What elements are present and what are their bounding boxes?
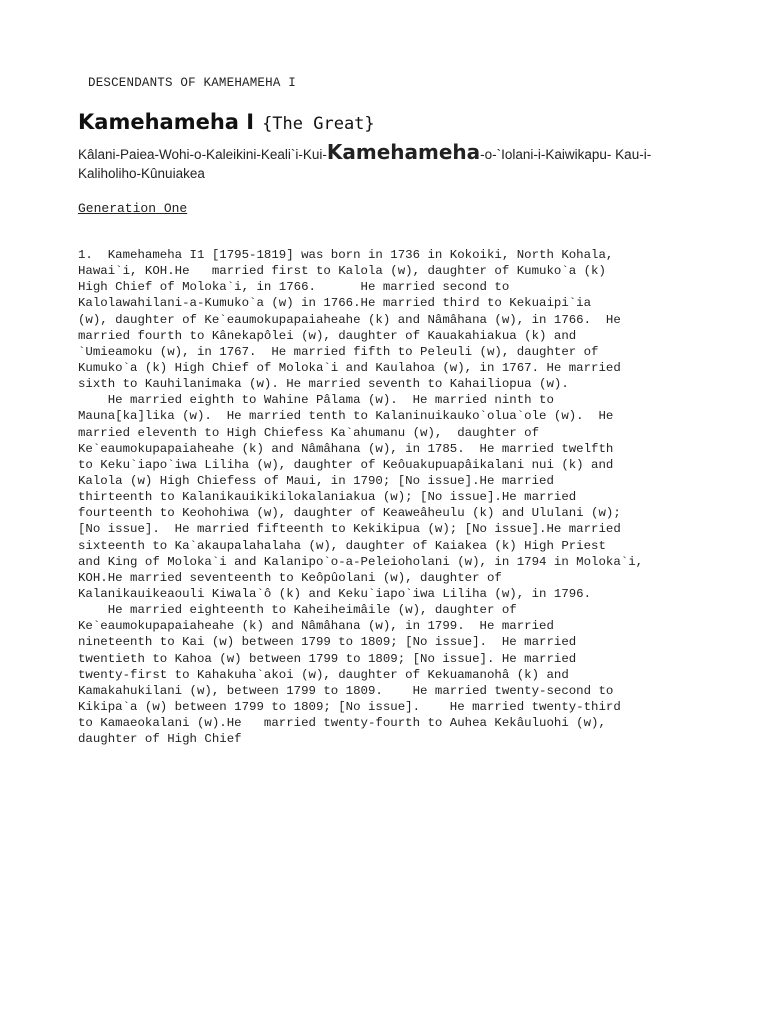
entry-line: daughter of High Chief bbox=[78, 732, 242, 747]
entry-line: and King of Moloka`i and Kalanipo`o-a-Peleioholani (w), in 1794 in Moloka`i, bbox=[78, 554, 644, 569]
entry-line: to Keku`iapo`iwa Liliha (w), daughter of Keôuakupuapâikalani nui (k) and bbox=[78, 457, 614, 472]
entry-text bbox=[78, 247, 690, 747]
entry-line: [No issue]. He married fifteenth to Kekikipua (w); [No issue].He married bbox=[78, 522, 621, 537]
entry-line: sixth to Kauhilanimaka (w). He married seventh to Kahailiopua (w). bbox=[78, 377, 569, 392]
title-epithet: {The Great} bbox=[262, 114, 375, 134]
entry-line: High Chief of Moloka`i, in 1766. He married second to bbox=[78, 280, 510, 295]
entry-line: Mauna[ka]lika (w). He married tenth to Kalaninuikauko`olua`ole (w). He bbox=[78, 409, 614, 424]
entry-line: married fourth to Kânekapôlei (w), daughter of Kauakahiakua (k) and bbox=[78, 328, 577, 343]
full-name bbox=[78, 140, 698, 183]
page-title bbox=[78, 110, 375, 134]
entry-line: Ke`eaumokupapaiaheahe (k) and Nâmâhana (w), in 1799. He married bbox=[78, 619, 554, 634]
entry-line: 1. Kamehameha I1 [1795-1819] was born in 1736 in Kokoiki, North Kohala, bbox=[78, 248, 614, 262]
full-name-prefix: Kâlani-Paiea-Wohi-o-Kaleikini-Keali`i-Kui- bbox=[78, 147, 327, 162]
entry-line: He married eighth to Wahine Pâlama (w). He married ninth to bbox=[78, 393, 554, 408]
entry-line: Kalanikauikeaouli Kiwala`ô (k) and Keku`iapo`iwa Liliha (w), in 1796. bbox=[78, 586, 592, 601]
entry-line: twentieth to Kahoa (w) between 1799 to 1809; [No issue]. He married bbox=[78, 651, 577, 666]
entry-line: twenty-first to Kahakuha`akoi (w), daughter of Kekuamanohâ (k) and bbox=[78, 667, 569, 682]
entry-line: married eleventh to High Chiefess Ka`ahumanu (w), daughter of bbox=[78, 425, 540, 440]
entry-line: (w), daughter of Ke`eaumokupapaiaheahe (k) and Nâmâhana (w), in 1766. He bbox=[78, 312, 621, 327]
generation-heading: Generation One bbox=[78, 201, 188, 216]
entry-line: fourteenth to Keohohiwa (w), daughter of Keaweâheulu (k) and Ululani (w); bbox=[78, 506, 621, 521]
entry-line: Kikipa`a (w) between 1799 to 1809; [No issue]. He married twenty-third bbox=[78, 699, 621, 714]
full-name-suffix: -o-`Iolani-i-Kaiwikapu- Kau-i-Kaliholiho-Kûnuiakea bbox=[78, 147, 652, 181]
entry-line: Kalolawahilani-a-Kumuko`a (w) in 1766.He married third to Kekuaipi`ia bbox=[78, 296, 592, 311]
entry-line: Hawai`i, KOH.He married first to Kalola (w), daughter of Kumuko`a (k) bbox=[78, 264, 606, 279]
entry-line: nineteenth to Kai (w) between 1799 to 1809; [No issue]. He married bbox=[78, 635, 577, 650]
entry-line: Kalola (w) High Chiefess of Maui, in 1790; [No issue].He married bbox=[78, 473, 554, 488]
entry-line: KOH.He married seventeenth to Keôpûolani (w), daughter of bbox=[78, 570, 502, 585]
entry-line: thirteenth to Kalanikauikikilokalaniakua (w); [No issue].He married bbox=[78, 490, 577, 505]
document-header: DESCENDANTS OF KAMEHAMEHA I bbox=[88, 76, 296, 90]
entry-line: Kumuko`a (k) High Chief of Moloka`i and Kaulahoa (w), in 1767. He married bbox=[78, 360, 621, 375]
entry-line: Kamakahukilani (w), between 1799 to 1809. He married twenty-second to bbox=[78, 683, 614, 698]
title-name: Kamehameha I bbox=[78, 110, 255, 134]
entry-line: to Kamaeokalani (w).He married twenty-fourth to Auhea Kekâuluohi (w), bbox=[78, 716, 606, 731]
entry-line: sixteenth to Ka`akaupalahalaha (w), daughter of Kaiakea (k) High Priest bbox=[78, 538, 606, 553]
entry-line: He married eighteenth to Kaheiheimâile (w), daughter of bbox=[78, 603, 517, 618]
entry-line: `Umieamoku (w), in 1767. He married fifth to Peleuli (w), daughter of bbox=[78, 344, 599, 359]
entry-line: Ke`eaumokupapaiaheahe (k) and Nâmâhana (w), in 1785. He married twelfth bbox=[78, 441, 614, 456]
full-name-highlight: Kamehameha bbox=[326, 140, 481, 164]
